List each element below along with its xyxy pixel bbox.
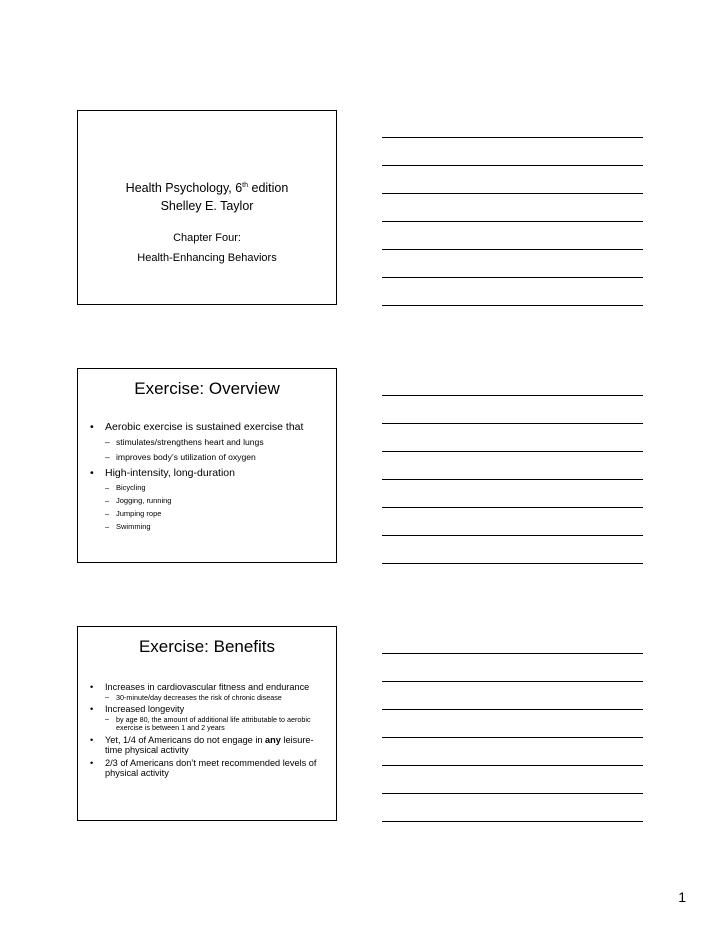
- note-line: [382, 507, 643, 508]
- note-line: [382, 563, 643, 564]
- edition-text: edition: [248, 181, 289, 195]
- sub-bullet-item: – Jogging, running: [88, 494, 328, 507]
- note-line: [382, 395, 643, 396]
- note-line: [382, 709, 643, 710]
- page-number: 1: [678, 889, 686, 905]
- sub-bullet-item: – stimulates/strengthens heart and lungs: [88, 435, 328, 450]
- slide-3-benefits: [77, 626, 337, 821]
- note-line: [382, 681, 643, 682]
- note-line: [382, 535, 643, 536]
- sub-bullet-item: – 30-minute/day decreases the risk of chronic disease: [88, 693, 328, 703]
- note-line: [382, 193, 643, 194]
- bullet-text: Yet, 1/4 of Americans do not engage in: [105, 734, 266, 745]
- bullet-item: • Increased longevity: [88, 704, 328, 715]
- cover-chapter: Chapter Four:: [173, 232, 241, 244]
- cover-author: Shelley E. Taylor: [160, 199, 254, 213]
- bullet-item: • Aerobic exercise is sustained exercise that: [88, 419, 328, 435]
- bullet-item: [88, 735, 328, 756]
- note-line: [382, 305, 643, 306]
- bullet-text-continued: leisure-time physical activity: [105, 734, 314, 755]
- note-line: [382, 479, 643, 480]
- note-line: [382, 137, 643, 138]
- emphasis-text: any: [265, 734, 281, 745]
- superscript: th: [242, 181, 249, 189]
- bullet-item: • Increases in cardiovascular fitness and endurance: [88, 682, 328, 693]
- sub-bullet-item: – Swimming: [88, 520, 328, 533]
- note-line: [382, 423, 643, 424]
- title-text: Health Psychology, 6: [125, 181, 243, 195]
- cover-chapter-title: Health-Enhancing Behaviors: [137, 252, 277, 264]
- slide-2-overview: [77, 368, 337, 563]
- sub-bullet-item: – Bicycling: [88, 481, 328, 494]
- bullet-list: [88, 682, 328, 779]
- sub-bullet-item: – Jumping rope: [88, 507, 328, 520]
- note-line: [382, 821, 643, 822]
- cover-title-line-1: [78, 179, 336, 197]
- slide-title: Exercise: Overview: [134, 379, 280, 398]
- bullet-item: • High-intensity, long-duration: [88, 465, 328, 481]
- note-line: [382, 277, 643, 278]
- note-line: [382, 451, 643, 452]
- bullet-list: [88, 419, 328, 533]
- note-line: [382, 737, 643, 738]
- note-line: [382, 653, 643, 654]
- slide-1-title: [77, 110, 337, 305]
- bullet-item: • 2/3 of Americans don’t meet recommended levels of physical activity: [88, 758, 328, 779]
- cover-title: [78, 179, 336, 215]
- cover-subtitle: [78, 229, 336, 267]
- sub-bullet-item: – by age 80, the amount of additional life attributable to aerobic exercise is between 1 and 2 years: [88, 715, 328, 733]
- note-line: [382, 765, 643, 766]
- sub-bullet-item: – improves body’s utilization of oxygen: [88, 450, 328, 465]
- note-line: [382, 221, 643, 222]
- note-line: [382, 249, 643, 250]
- note-line: [382, 165, 643, 166]
- slide-title: Exercise: Benefits: [138, 637, 276, 656]
- note-line: [382, 793, 643, 794]
